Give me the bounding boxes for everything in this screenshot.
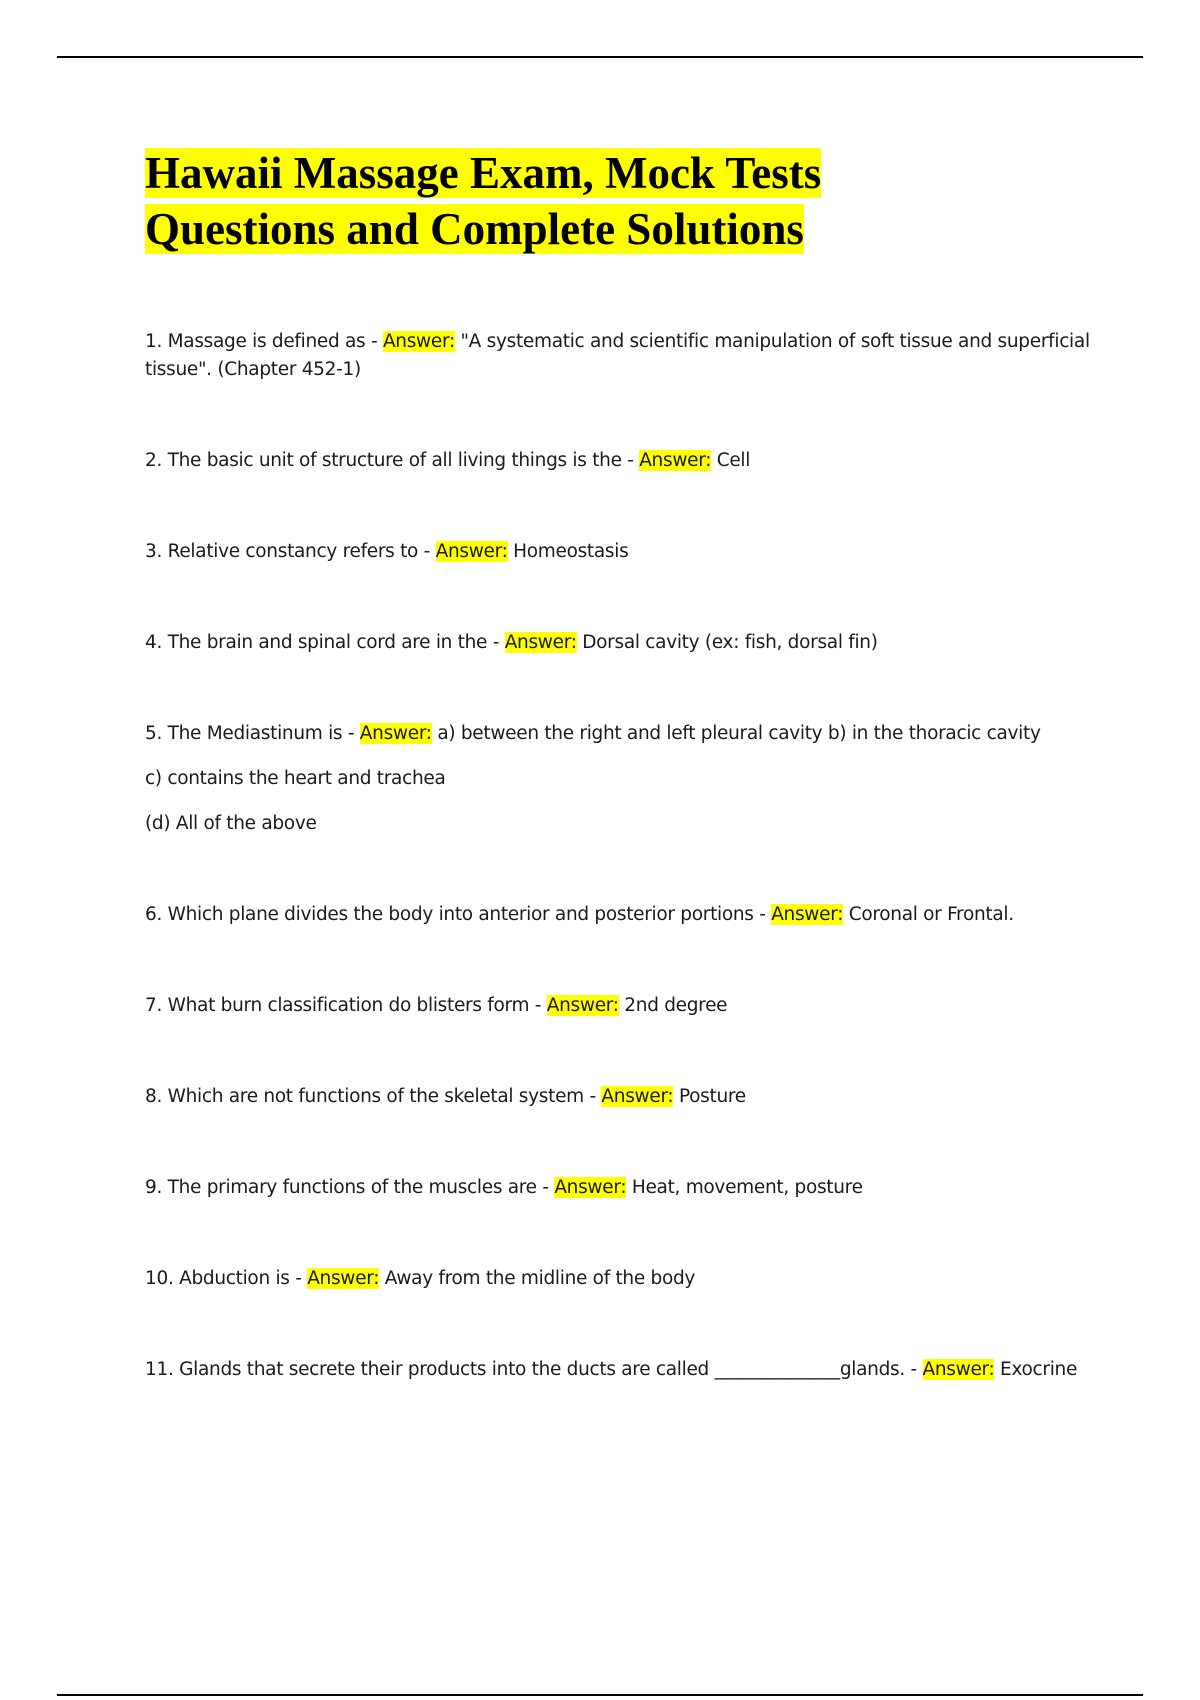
- answer-continuation: c) contains the heart and trachea: [145, 768, 446, 789]
- question-prompt: 4. The brain and spinal cord are in the -: [145, 632, 505, 653]
- answer-label: Answer:: [307, 1268, 380, 1289]
- question-prompt: 2. The basic unit of structure of all living things is the -: [145, 450, 640, 471]
- question-prompt: 5. The Mediastinum is -: [145, 723, 360, 744]
- title-line-2: Questions and Complete Solutions: [145, 204, 804, 254]
- answer-text: Posture: [673, 1086, 746, 1107]
- question-prompt: 9. The primary functions of the muscles are -: [145, 1177, 555, 1198]
- question-prompt: 10. Abduction is -: [145, 1268, 308, 1289]
- question-item: [145, 1174, 1095, 1202]
- answer-text: Cell: [711, 450, 751, 471]
- question-prompt: 1. Massage is defined as -: [145, 331, 383, 352]
- answer-label: Answer:: [554, 1177, 627, 1198]
- question-prompt: 11. Glands that secrete their products into the ducts are called ______________glands. -: [145, 1359, 923, 1380]
- question-item: [145, 1356, 1095, 1384]
- question-item: [145, 1083, 1095, 1111]
- question-item: [145, 901, 1095, 929]
- answer-text: Coronal or Frontal.: [843, 904, 1014, 925]
- bottom-rule: [57, 1694, 1143, 1696]
- answer-label: Answer:: [504, 632, 577, 653]
- question-prompt: 3. Relative constancy refers to -: [145, 541, 436, 562]
- answer-label: Answer:: [546, 995, 619, 1016]
- answer-text: Dorsal cavity (ex: fish, dorsal fin): [576, 632, 878, 653]
- answer-label: Answer:: [601, 1086, 674, 1107]
- answer-label: Answer:: [922, 1359, 995, 1380]
- answer-label: Answer:: [771, 904, 844, 925]
- question-prompt: 7. What burn classification do blisters form -: [145, 995, 547, 1016]
- answer-text: "A systematic and scientific manipulation of soft tissue and superficial tissue". (Chapter 452-1): [145, 331, 1090, 380]
- question-item: [145, 328, 1095, 384]
- answer-label: Answer:: [359, 723, 432, 744]
- answer-text: Exocrine: [994, 1359, 1078, 1380]
- question-item: [145, 629, 1095, 657]
- document-title: [145, 145, 1105, 257]
- title-line-1: Hawaii Massage Exam, Mock Tests: [145, 148, 822, 198]
- answer-text: Away from the midline of the body: [379, 1268, 696, 1289]
- answer-text: Homeostasis: [507, 541, 629, 562]
- answer-continuation: (d) All of the above: [145, 813, 317, 834]
- answer-text: a) between the right and left pleural cavity b) in the thoracic cavity: [431, 723, 1041, 744]
- answer-text: 2nd degree: [618, 995, 728, 1016]
- question-prompt: 6. Which plane divides the body into anterior and posterior portions -: [145, 904, 772, 925]
- answer-label: Answer:: [435, 541, 508, 562]
- question-item: [145, 447, 1095, 475]
- answer-label: Answer:: [382, 331, 455, 352]
- answer-text: Heat, movement, posture: [626, 1177, 863, 1198]
- answer-label: Answer:: [639, 450, 712, 471]
- question-item: [145, 538, 1095, 566]
- question-prompt: 8. Which are not functions of the skeletal system -: [145, 1086, 602, 1107]
- question-item: [145, 992, 1095, 1020]
- top-rule: [57, 56, 1143, 58]
- question-list: [145, 328, 1095, 1447]
- question-item: [145, 720, 1095, 838]
- question-item: [145, 1265, 1095, 1293]
